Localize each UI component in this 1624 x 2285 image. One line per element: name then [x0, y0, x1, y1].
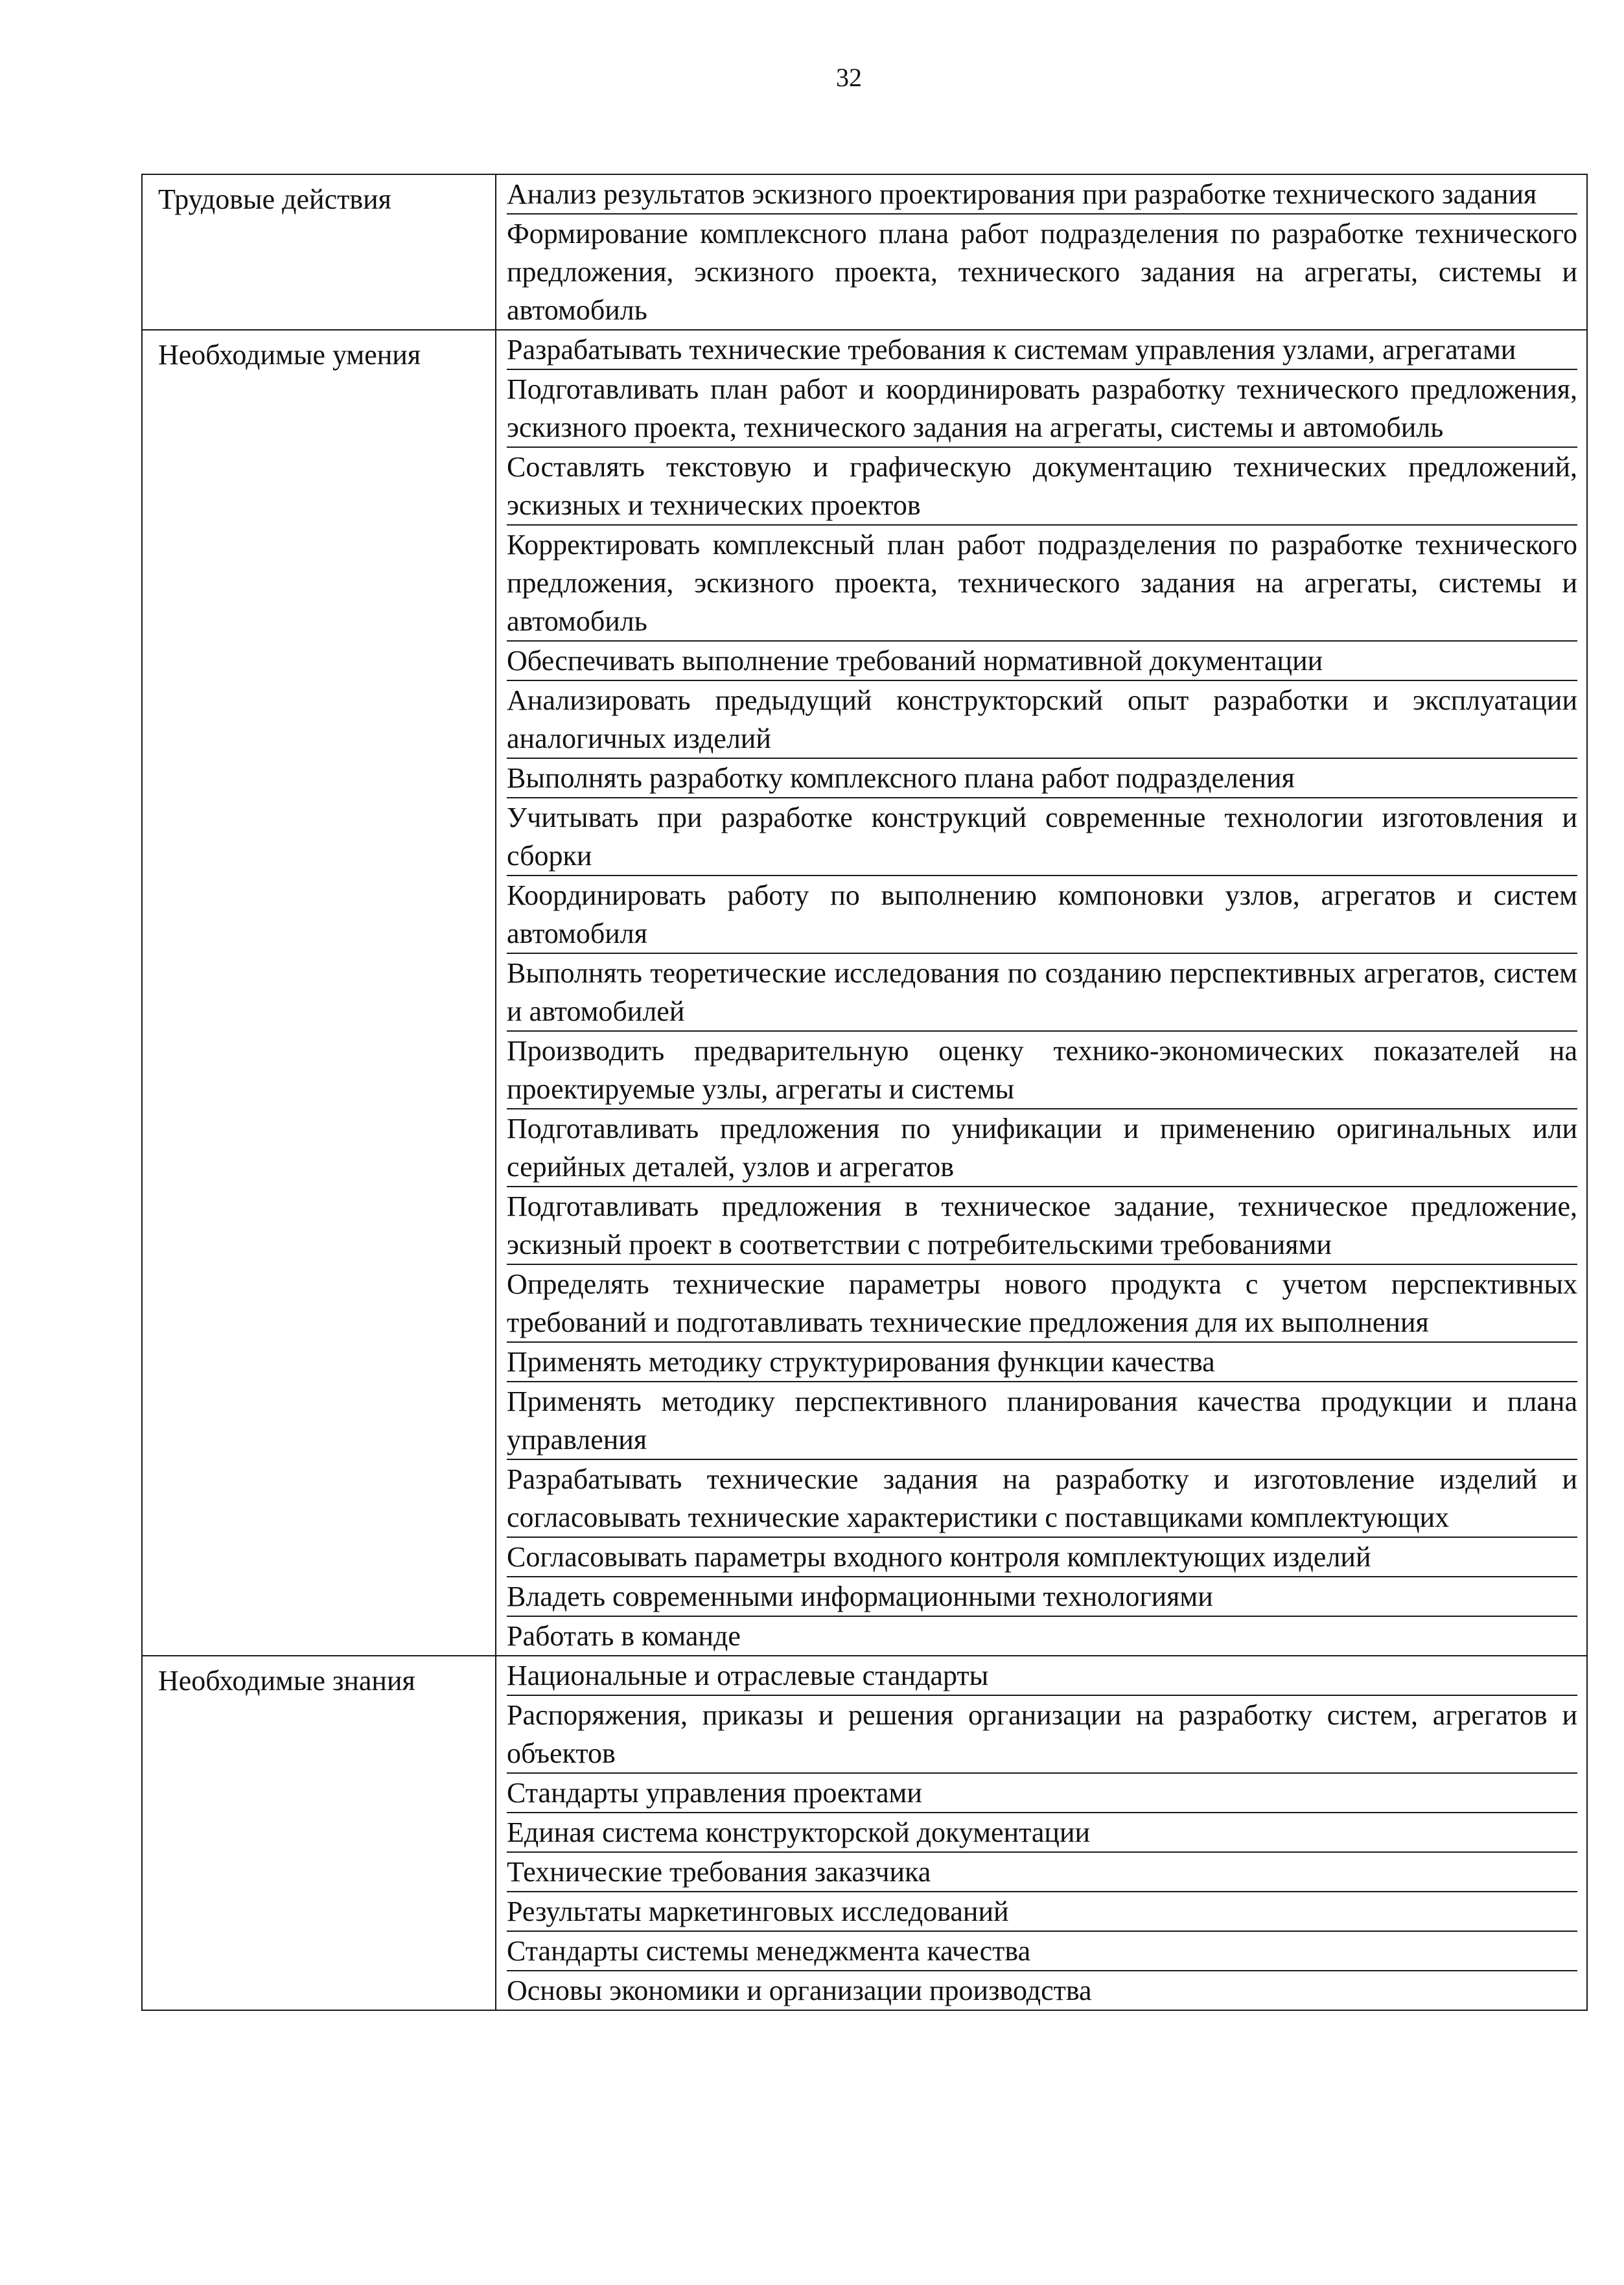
section-row-required-knowledge [142, 1656, 1587, 2010]
list-item: Производить предварительную оценку технико-экономических показателей на проектируемые узлы, агрегаты и системы [507, 1032, 1577, 1109]
list-item: Подготавливать предложения по унификации и применению оригинальных или серийных деталей, узлов и агрегатов [507, 1109, 1577, 1187]
list-item: Стандарты системы менеджмента качества [507, 1932, 1577, 1971]
list-item: Анализ результатов эскизного проектирования при разработке технического задания [507, 175, 1577, 215]
list-item: Подготавливать предложения в техническое задание, техническое предложение, эскизный проект в соответствии с потребительскими требованиями [507, 1187, 1577, 1265]
list-item: Согласовывать параметры входного контроля комплектующих изделий [507, 1538, 1577, 1577]
list-item: Владеть современными информационными технологиями [507, 1577, 1577, 1617]
list-item: Корректировать комплексный план работ подразделения по разработке технического предложения, эскизного проекта, технического задания на агрегаты, системы и автомобиль [507, 526, 1577, 642]
qualification-table [141, 174, 1588, 2011]
list-item: Учитывать при разработке конструкций современные технологии изготовления и сборки [507, 798, 1577, 876]
section-label: Необходимые умения [142, 330, 496, 1656]
list-item: Национальные и отраслевые стандарты [507, 1656, 1577, 1696]
list-item: Выполнять разработку комплексного плана работ подразделения [507, 759, 1577, 798]
section-label: Трудовые действия [142, 174, 496, 330]
list-item: Составлять текстовую и графическую документацию технических предложений, эскизных и технических проектов [507, 448, 1577, 526]
list-item: Разрабатывать технические требования к системам управления узлами, агрегатами [507, 331, 1577, 370]
list-item: Применять методику структурирования функции качества [507, 1343, 1577, 1382]
section-items-cell [496, 330, 1587, 1656]
list-item: Стандарты управления проектами [507, 1774, 1577, 1813]
list-item: Основы экономики и организации производства [507, 1975, 1092, 2006]
page-number: 32 [836, 63, 862, 92]
section-row-required-skills [142, 330, 1587, 1656]
table-body [142, 174, 1587, 2010]
list-item: Распоряжения, приказы и решения организации на разработку систем, агрегатов и объектов [507, 1696, 1577, 1774]
list-item: Формирование комплексного плана работ подразделения по разработке технического предложения, эскизного проекта, технического задания на агрегаты, системы и автомобиль [507, 218, 1577, 326]
list-item: Координировать работу по выполнению компоновки узлов, агрегатов и систем автомобиля [507, 876, 1577, 954]
list-item: Единая система конструкторской документации [507, 1813, 1577, 1853]
list-item: Подготавливать план работ и координировать разработку технического предложения, эскизного проекта, технического задания на агрегаты, системы и автомобиль [507, 370, 1577, 448]
list-item: Определять технические параметры нового продукта с учетом перспективных требований и подготавливать технические предложения для их выполнения [507, 1265, 1577, 1343]
list-item: Разрабатывать технические задания на разработку и изготовление изделий и согласовывать технические характеристики с поставщиками комплектующих [507, 1460, 1577, 1538]
section-label: Необходимые знания [142, 1656, 496, 2010]
list-item: Работать в команде [507, 1620, 741, 1652]
list-item: Анализировать предыдущий конструкторский опыт разработки и эксплуатации аналогичных изделий [507, 681, 1577, 759]
list-item: Результаты маркетинговых исследований [507, 1892, 1577, 1932]
list-item: Применять методику перспективного планирования качества продукции и плана управления [507, 1382, 1577, 1460]
section-items-cell [496, 1656, 1587, 2010]
list-item: Технические требования заказчика [507, 1853, 1577, 1892]
list-item: Обеспечивать выполнение требований нормативной документации [507, 642, 1577, 681]
section-row-labor-actions [142, 174, 1587, 330]
section-items-cell [496, 174, 1587, 330]
list-item: Выполнять теоретические исследования по созданию перспективных агрегатов, систем и автомобилей [507, 954, 1577, 1032]
